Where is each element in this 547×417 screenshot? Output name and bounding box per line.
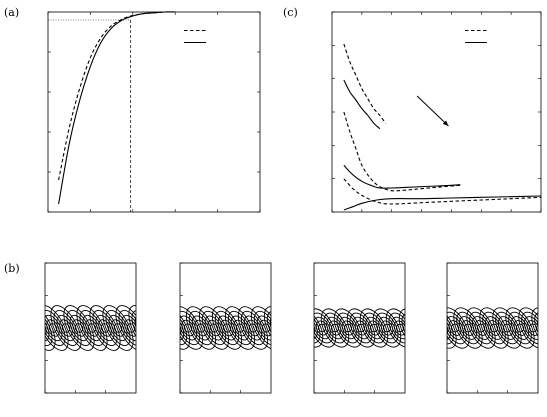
contour-line <box>424 323 434 333</box>
contour-line <box>136 301 179 355</box>
series-line <box>59 12 176 180</box>
contour-line <box>1 312 26 343</box>
inset-label-bg <box>47 265 93 281</box>
contour-lines <box>128 302 325 354</box>
contour-line <box>296 318 313 338</box>
contour-line <box>280 309 311 346</box>
contour-line <box>32 301 75 355</box>
contour-line <box>413 309 445 348</box>
contour-line <box>274 323 284 334</box>
inset-label-bg <box>449 265 489 281</box>
contour-line <box>417 314 441 342</box>
contour-line <box>431 319 447 337</box>
contour-line <box>504 309 536 348</box>
contour-line <box>9 322 20 333</box>
contour-line <box>499 319 516 338</box>
panel-label-c: (c) <box>283 6 298 19</box>
contour-line <box>405 319 421 337</box>
series-line <box>344 165 461 188</box>
contour-line <box>275 319 291 337</box>
contour-line <box>288 319 304 337</box>
contour-line <box>300 323 310 334</box>
contour-line <box>271 302 312 354</box>
contour-line <box>170 323 180 334</box>
contour-line <box>161 318 179 339</box>
contour-line <box>123 301 166 355</box>
contour-line <box>150 313 175 343</box>
contour-line <box>460 319 477 338</box>
inset-label-bg <box>182 265 228 281</box>
contour-line <box>144 323 154 334</box>
inset-label-bg <box>316 265 362 281</box>
series-line <box>344 196 541 210</box>
series-line <box>344 80 380 129</box>
contour-line <box>22 322 33 333</box>
contour-line <box>84 301 127 355</box>
contour-line <box>267 309 298 346</box>
contour-lines <box>264 304 459 351</box>
panel-label-a: (a) <box>4 6 19 19</box>
contour-line <box>140 307 174 349</box>
contour-line <box>10 307 44 349</box>
contour-line <box>14 312 39 343</box>
contour-line <box>304 323 314 333</box>
contour-line <box>414 314 437 341</box>
contour-line <box>132 308 165 349</box>
contour-line <box>271 314 294 341</box>
contour-line <box>137 313 162 343</box>
panel-a <box>48 12 260 212</box>
contour-line <box>541 323 547 333</box>
contour-line <box>525 319 542 338</box>
contour-line <box>418 319 434 337</box>
contour-line <box>437 323 447 333</box>
contour-line <box>291 323 301 333</box>
contour-line <box>270 318 287 338</box>
contour-line <box>404 314 428 342</box>
contour-line <box>278 323 288 333</box>
contour-line <box>97 301 140 355</box>
contour-line <box>19 301 62 355</box>
contour-line <box>148 318 166 339</box>
contour-line <box>277 304 316 351</box>
contour-line <box>411 323 421 333</box>
contour-line <box>397 309 428 346</box>
contour-line <box>434 323 444 333</box>
contour-line <box>165 322 176 333</box>
contour-line <box>543 309 547 348</box>
contour-line <box>135 318 153 339</box>
contour-line <box>258 302 299 354</box>
contour-line <box>408 319 425 338</box>
contour-line <box>284 314 307 341</box>
contour-line <box>157 312 182 343</box>
contour-line <box>486 319 503 338</box>
contour-line <box>512 319 529 338</box>
contour-panel <box>396 263 547 393</box>
contour-line <box>140 318 157 338</box>
contour-line <box>407 304 446 351</box>
contour-line <box>110 301 153 355</box>
contour-line <box>144 312 169 343</box>
contour-line <box>409 303 449 352</box>
contour-line <box>71 301 114 355</box>
contour-line <box>293 309 324 346</box>
contour-line <box>421 323 431 333</box>
contour-line <box>287 323 297 334</box>
series-line <box>59 12 176 204</box>
contour-line <box>0 301 35 355</box>
contour-line <box>283 318 300 338</box>
contour-line <box>6 301 49 355</box>
contour-line <box>0 307 31 349</box>
contour-line <box>141 302 182 354</box>
alpha-arrow <box>417 96 448 126</box>
plot-frame <box>48 12 260 212</box>
contour-line <box>465 309 497 348</box>
contour-line <box>538 319 547 338</box>
contour-line <box>491 309 523 348</box>
contour-lines <box>0 301 191 355</box>
contour-line <box>420 304 459 351</box>
contour-line <box>426 309 458 348</box>
contour-line <box>280 313 305 343</box>
contour-line <box>539 303 547 352</box>
contour-line <box>5 318 23 339</box>
contour-line <box>473 319 490 338</box>
contour-line <box>452 309 484 348</box>
contour-line <box>410 309 441 346</box>
contour-line <box>45 301 88 355</box>
contour-line <box>153 318 170 338</box>
panel-c <box>332 12 541 212</box>
contour-line <box>145 308 178 349</box>
contour-line <box>408 323 418 333</box>
contour-line <box>58 301 101 355</box>
contour-panel <box>264 263 459 393</box>
contour-panel <box>0 263 191 393</box>
contour-line <box>35 322 46 333</box>
contour-line <box>421 319 438 338</box>
contour-line <box>154 302 195 354</box>
panel-label-b: (b) <box>4 262 20 275</box>
contour-line <box>392 319 408 337</box>
contour-line <box>275 308 308 349</box>
contour-panel <box>128 263 325 393</box>
contour-line <box>18 318 36 339</box>
contour-line <box>157 323 167 334</box>
contour-line <box>439 309 471 348</box>
contour-line <box>139 322 150 333</box>
contour-lines <box>396 303 547 352</box>
contour-line <box>478 309 510 348</box>
contour-line <box>152 322 163 333</box>
